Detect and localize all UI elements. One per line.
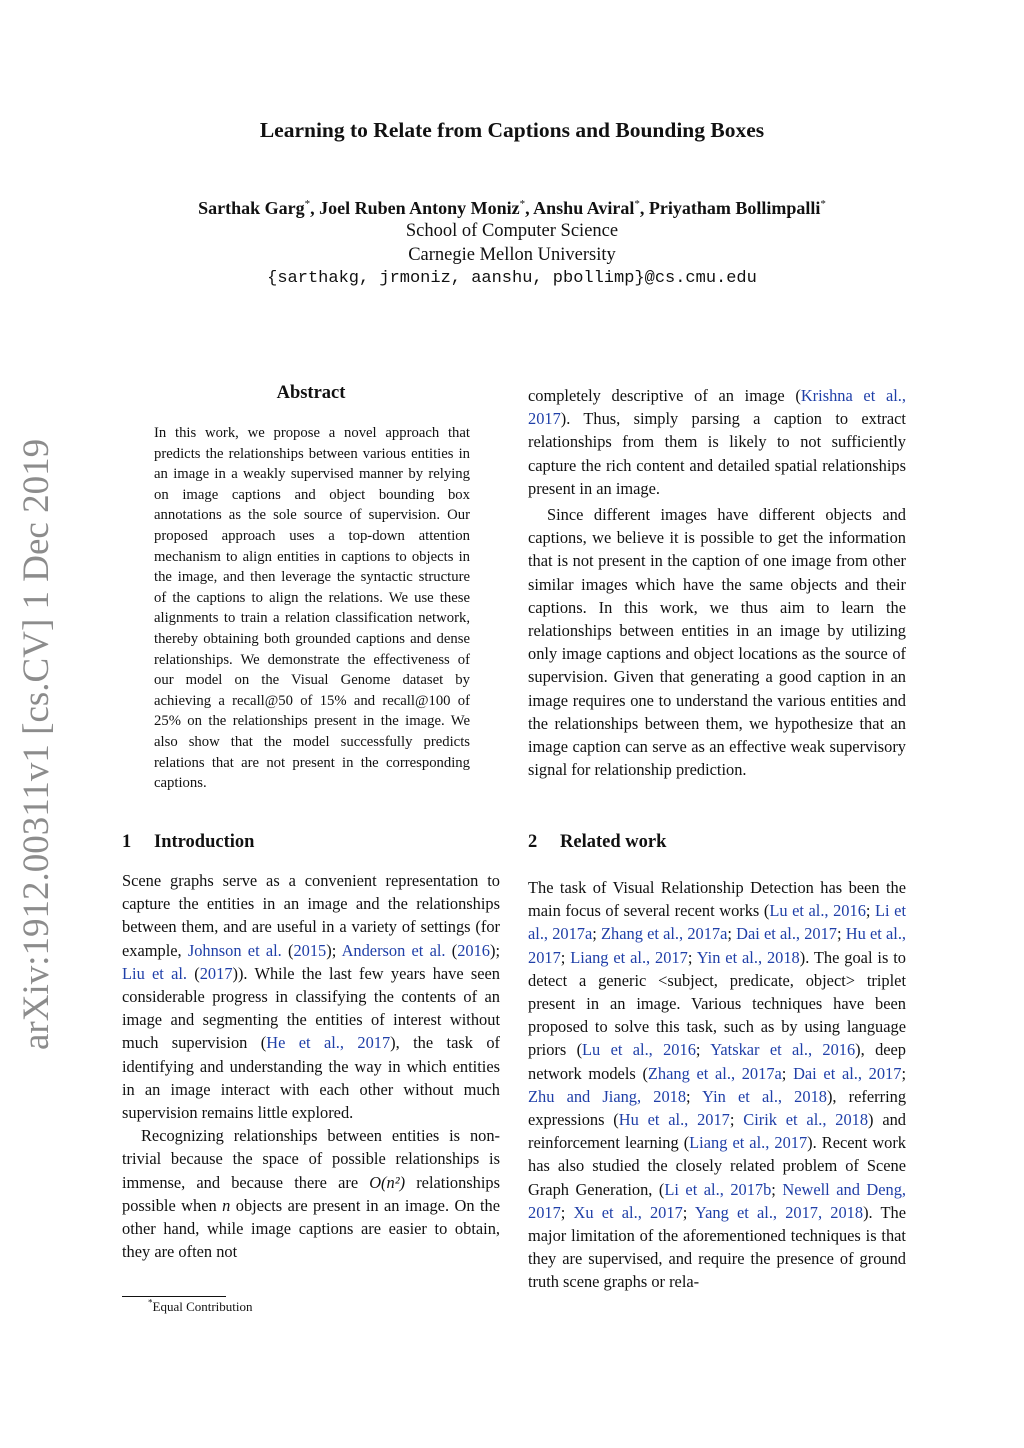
author-name: Anshu Aviral (533, 198, 635, 218)
text-run: ; (560, 1202, 574, 1222)
section-number: 1 (122, 832, 132, 852)
text-run: ; (771, 1179, 783, 1199)
author-separator: , (525, 198, 534, 218)
text-run: ( (281, 940, 294, 960)
text-run: ). The goal is to detect a generic <subject, predicate, object> triplet present in an image. Various techniques have been proposed to solve this task, such as by using language priors ( (528, 947, 906, 1060)
affiliation-department: School of Computer Science (405, 221, 619, 241)
citation-link[interactable]: Cirik et al., 2018 (743, 1110, 869, 1130)
section-number: 2 (528, 832, 538, 852)
text-run: ; (682, 1202, 695, 1222)
text-run: The task of Visual Relationship Detection has been the main focus of several recent works ( (528, 878, 906, 921)
text-run: ; (560, 947, 571, 967)
text-run: ). Thus, simply parsing a caption to extract relationships from them is likely to not sufficiently capture the rich content and detailed spatial relationships present in an image. (528, 409, 906, 498)
citation-link[interactable]: Li et al., 2017a (528, 901, 906, 944)
paragraph: Since different images have different objects and captions, we believe it is possible to get the information that is not present in the caption of one image from other similar images which have the same objects and their captions. In this work, we thus aim to learn the relationships between entities in an image by utilizing only image captions and object locations as the source of supervision. Given that generating a good caption in an image requires one to understand the various entities and the relationships between them, we hypothesize that an image caption can serve as an effective weak supervisory signal for relationship prediction. (528, 505, 906, 780)
footnote (148, 1299, 253, 1315)
author-separator: , (639, 198, 649, 218)
text-run: ); (489, 940, 500, 960)
citation-link[interactable]: Krishna et al., 2017 (528, 386, 906, 429)
author-separator: , (310, 198, 320, 218)
text-run: ; (901, 1063, 907, 1083)
citation-link[interactable]: Liang et al., 2017 (570, 947, 688, 967)
equal-contribution-mark: * (304, 198, 311, 210)
equal-contribution-mark: * (634, 198, 640, 210)
footnote-rule (122, 1296, 226, 1297)
citation-link[interactable]: 2016 (457, 940, 490, 960)
text-run: ; (729, 1110, 744, 1130)
author-name: Sarthak Garg (198, 198, 305, 218)
abstract-text: In this work, we propose a novel approach that predicts the relationships between various entities in an image in a weakly supervised manner by relying on image captions and object bounding box annotations as the sole source of supervision. Our proposed approach uses a top-down attention mechanism to align entities in captions to objects in the image, and then leverage the syntactic structure of the captions to align the relations. We use these alignments to train a relation classification network, thereby obtaining both grounded captions and dense relationships. We demonstrate the effectiveness of our model on the Visual Genome dataset by achieving a recall@50 of 15% and recall@100 of 25% on the relationships present in the image. We also show that the model successfully predicts relations that are not present in the corresponding captions. (154, 425, 470, 792)
section-title: Introduction (154, 832, 255, 852)
text-run: ), the task of identifying and understanding the way in which entities in an image interact with each other without much supervision remains little explored. (122, 1033, 500, 1123)
paragraph (528, 384, 906, 500)
text-run: ; (837, 924, 846, 944)
text-run: )). While the last few years have seen considerable progress in classifying the contents of an image and segmenting the entities of interest without much supervision ( (122, 963, 501, 1053)
citation-link[interactable]: Newell and Deng, 2017 (528, 1179, 906, 1222)
citation-link[interactable]: Liu et al. (122, 963, 188, 983)
footnote-text: Equal Contribution (152, 1299, 253, 1314)
citation-link[interactable]: Xu et al., 2017 (573, 1202, 683, 1222)
text-run: ) and reinforcement learning ( (528, 1110, 906, 1153)
related-work-body (528, 876, 906, 1294)
citation-link[interactable]: Yatskar et al., 2016 (710, 1040, 856, 1060)
text-run: ), referring expressions ( (528, 1086, 907, 1130)
text-run: ), deep network models ( (528, 1040, 907, 1083)
text-run: objects are present in an image. On the other hand, while image captions are easier to obtain, they are often not (122, 1195, 500, 1262)
text-run: ; (727, 924, 737, 944)
citation-link[interactable]: Zhu and Jiang, 2018 (528, 1086, 687, 1106)
paper-title: Learning to Relate from Captions and Bounding Boxes (259, 118, 765, 142)
citation-link[interactable]: Zhang et al., 2017a (601, 924, 728, 944)
text-run: ; (592, 924, 602, 944)
text-run: Recognizing relationships between entities is non-trivial because the space of possible relationships is immense, and because there are (122, 1126, 500, 1192)
text-run: ; (687, 947, 697, 967)
citation-link[interactable]: Yang et al., 2017, 2018 (694, 1202, 864, 1222)
text-run: ; (781, 1063, 794, 1083)
section-heading-related-work (528, 832, 666, 853)
citation-link[interactable]: Lu et al., 2016 (769, 901, 866, 921)
citation-link[interactable]: Dai et al., 2017 (793, 1063, 902, 1083)
text-run: ( (445, 940, 458, 960)
arxiv-stamp: arXiv:1912.00311v1 [cs.CV] 1 Dec 2019 (16, 438, 57, 1050)
right-column-intro-continued (528, 384, 906, 781)
text-run: ( (187, 963, 200, 983)
author-name: Priyatham Bollimpalli (648, 198, 821, 218)
citation-link[interactable]: He et al., 2017 (266, 1033, 391, 1053)
text-run: ); (326, 940, 342, 960)
text-run: ). Recent work has also studied the closely related problem of Scene Graph Generation, ( (528, 1133, 906, 1199)
text-run: ; (865, 901, 876, 921)
paragraph (122, 1124, 500, 1263)
citation-link[interactable]: Hu et al., 2017 (528, 924, 907, 967)
introduction-body (122, 869, 500, 1263)
text-run: completely descriptive of an image ( (528, 386, 801, 405)
citation-link[interactable]: Liang et al., 2017 (689, 1133, 808, 1153)
section-heading-introduction (122, 832, 254, 853)
author-list (0, 198, 1024, 219)
text-run: ). The major limitation of the aforementioned techniques is that they are supervised, and require the presence of ground truth scene graphs or rela- (528, 1202, 906, 1292)
section-title: Related work (560, 832, 667, 852)
paragraph (122, 869, 500, 1124)
citation-link[interactable]: Anderson et al. (341, 940, 446, 960)
text-run: ; (686, 1086, 703, 1106)
text-run: ; (695, 1040, 711, 1060)
citation-link[interactable]: Hu et al., 2017 (618, 1110, 730, 1130)
equal-contribution-mark: * (519, 198, 526, 210)
author-emails: {sarthakg, jrmoniz, aanshu, pbollimp}@cs.cmu.edu (267, 269, 757, 288)
citation-link[interactable]: Yin et al., 2018 (696, 947, 800, 967)
affiliation-university: Carnegie Mellon University (408, 245, 616, 265)
math-expression: O(n²) (369, 1172, 406, 1192)
text-run: Scene graphs serve as a convenient representation to capture the entities in an image and the relationships between them, and are useful in a variety of settings (for example, (122, 871, 500, 960)
abstract-heading: Abstract (276, 383, 346, 403)
citation-link[interactable]: Li et al., 2017b (664, 1179, 772, 1199)
author-name: Joel Ruben Antony Moniz (319, 198, 520, 218)
abstract-body (154, 423, 470, 794)
paragraph (528, 876, 906, 1294)
text-run: relationships possible when (122, 1172, 500, 1215)
equal-contribution-mark: * (820, 198, 826, 210)
citation-link[interactable]: Johnson et al. (187, 940, 282, 960)
citation-link[interactable]: 2015 (293, 940, 327, 960)
citation-link[interactable]: 2017 (199, 963, 233, 983)
citation-link[interactable]: Yin et al., 2018 (702, 1086, 827, 1106)
footnote-mark: * (148, 1297, 153, 1308)
citation-link[interactable]: Zhang et al., 2017a (647, 1063, 782, 1083)
citation-link[interactable]: Dai et al., 2017 (736, 924, 838, 944)
citation-link[interactable]: Lu et al., 2016 (582, 1040, 696, 1060)
math-variable: n (222, 1195, 231, 1215)
